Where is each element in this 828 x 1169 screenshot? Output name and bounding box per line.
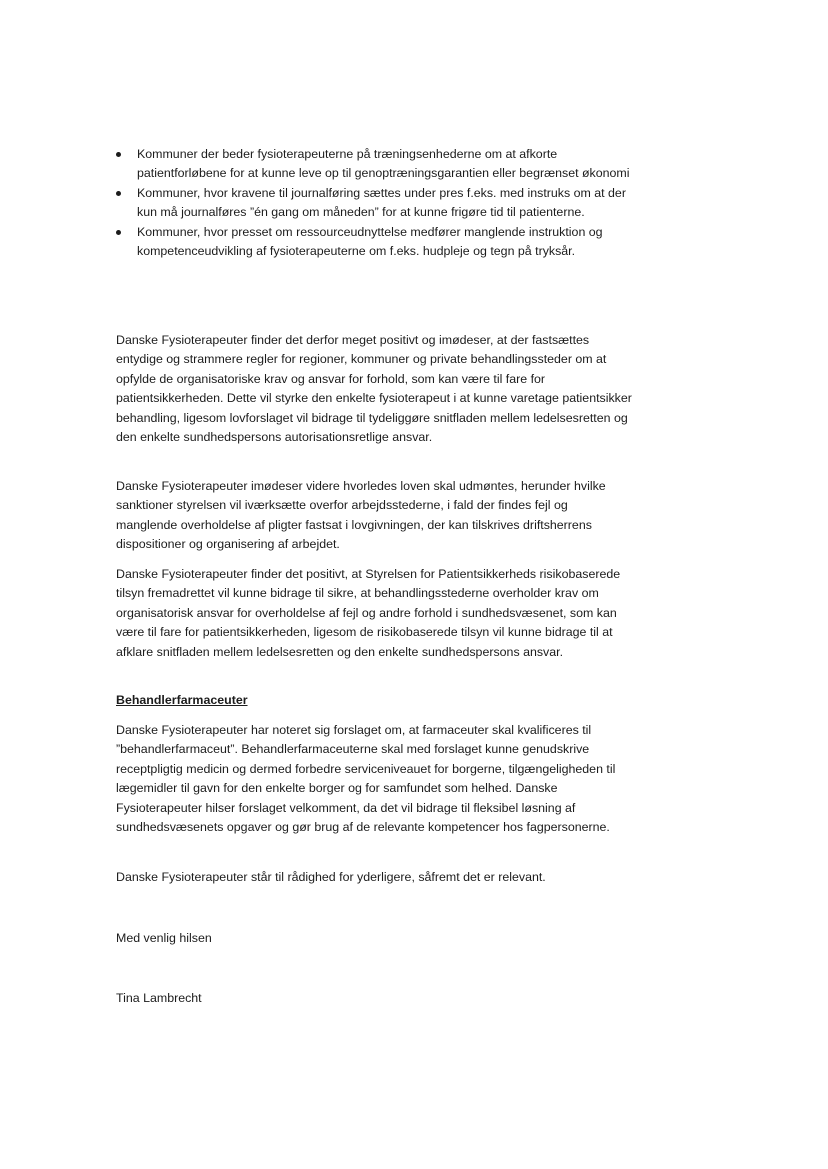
list-item-text: Kommuner, hvor presset om ressourceudnyttelse medfører manglende instruktion og kompetenceudvikling af fysioterapeuterne om f.eks. hudpleje og tegn på tryksår. (137, 224, 603, 259)
paragraph: Danske Fysioterapeuter har noteret sig forslaget om, at farmaceuter skal kvalificeres til ”behandlerfarmaceut”. Behandlerfarmaceuterne skal med forslaget kunne genudskrive receptpligtig medicin og dermed forbedre serviceniveauet for borgerne, tilgængeligheden til lægemidler til gavn for den enkelte borger og for samfundet som helhed. Danske Fysioterapeuter hilser forslaget velkomment, da det vil bidrage til fleksibel løsning af sundhedsvæsenets opgaver og gør brug af de relevante kompetencer hos fagpersonerne. (116, 723, 616, 835)
bullet-list (116, 145, 636, 261)
bullet-icon (116, 230, 121, 235)
paragraph: Danske Fysioterapeuter finder det derfor meget positivt og imødeser, at der fastsættes entydige og strammere regler for regioner, kommuner og private behandlingssteder om at opfylde de organisatoriske krav og ansvar for forhold, som kan være til fare for patientsikkerheden. Dette vil styrke den enkelte fysioterapeut i at kunne varetage patientsikker behandling, ligesom lovforslaget vil bidrage til tydeliggøre snitfladen mellem ledelsesretten og den enkelte sundhedspersons autorisationsretlige ansvar. (116, 333, 632, 445)
list-item (116, 223, 636, 262)
paragraph: Danske Fysioterapeuter finder det positivt, at Styrelsen for Patientsikkerheds risikobaserede tilsyn fremadrettet vil kunne bidrage til sikre, at behandlingsstederne overholder krav om organisatorisk ansvar for overholdelse af fejl og andre forhold i sundhedsvæsenet, som kan være til fare for patientsikkerheden, ligesom de risikobaserede tilsyn vil kunne bidrage til at afklare snitfladen mellem ledelsesretten og den enkelte sundhedspersons ansvar. (116, 567, 621, 659)
list-item-text: Kommuner, hvor kravene til journalføring sættes under pres f.eks. med instruks om at der kun må journalføres ”én gang om måneden” for at kunne frigøre tid til patienterne. (137, 185, 626, 220)
list-item (116, 184, 636, 223)
section-heading: Behandlerfarmaceuter (116, 693, 248, 707)
signature-name: Tina Lambrecht (116, 991, 202, 1005)
list-item-text: Kommuner der beder fysioterapeuterne på træningsenhederne om at afkorte patientforløbene for at kunne leve op til genoptræningsgarantien eller begrænset økonomi (137, 147, 630, 181)
bullet-icon (116, 152, 121, 157)
bullet-icon (116, 191, 121, 196)
paragraph: Danske Fysioterapeuter imødeser videre hvorledes loven skal udmøntes, herunder hvilke sanktioner styrelsen vil iværksætte overfor arbejdsstederne, i fald der findes fejl og manglende overholdelse af pligter fastsat i lovgivningen, der kan tilskrives driftsherrens dispositioner og organisering af arbejdet. (116, 479, 606, 552)
paragraph: Danske Fysioterapeuter står til rådighed for yderligere, såfremt det er relevant. (116, 870, 546, 884)
list-item (116, 145, 636, 184)
closing-greeting: Med venlig hilsen (116, 931, 212, 945)
